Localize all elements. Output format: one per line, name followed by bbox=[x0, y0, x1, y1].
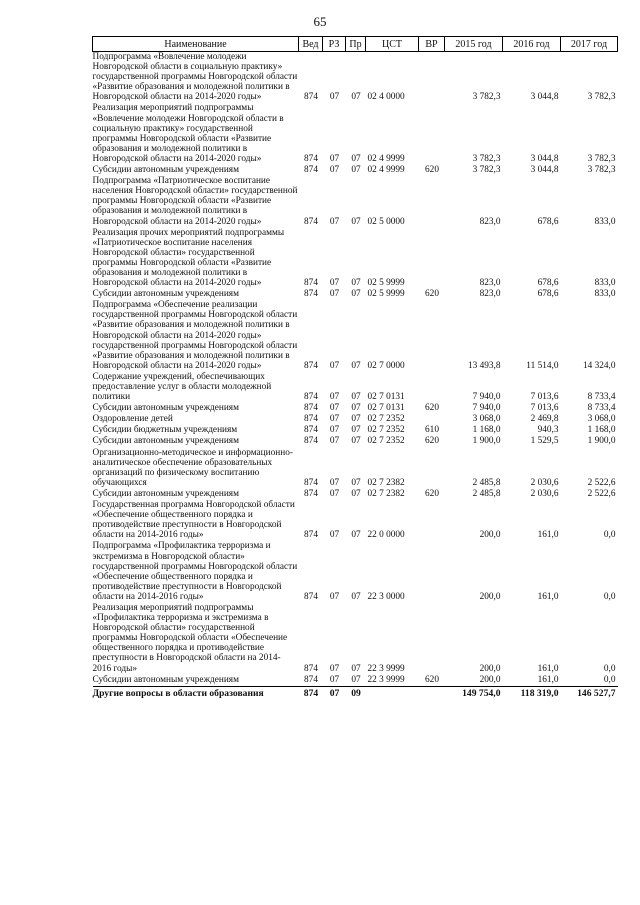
cell-rz: 07 bbox=[329, 530, 340, 541]
cell-name: Реализация мероприятий подпрограммы «Вовлечение молодежи Новгородской области в социальную практику» государственной программы Новгородской области «Развитие образования и молодежной политики в Новгородской области на 2014-2020 годы» bbox=[92, 103, 284, 164]
cell-2017: 833,0 bbox=[594, 216, 616, 227]
cell-pr: 07 bbox=[351, 591, 361, 602]
cell-2015: 149 754,0 bbox=[445, 686, 503, 700]
header-2015: 2015 год bbox=[445, 37, 503, 52]
cell-cst bbox=[366, 686, 419, 700]
cell-pr: 07 bbox=[351, 216, 361, 227]
header-vr: ВР bbox=[419, 37, 445, 52]
cell-2017: 3 782,3 bbox=[587, 92, 616, 103]
cell-cst: 02 5 9999 bbox=[367, 278, 405, 289]
table-row bbox=[93, 103, 618, 165]
cell-2017: 2 522,6 bbox=[587, 477, 616, 488]
cell-2017: 146 527,7 bbox=[561, 686, 618, 700]
cell-2017: 0,0 bbox=[603, 663, 616, 674]
cell-vr bbox=[419, 500, 445, 541]
cell-2017: 0,0 bbox=[603, 674, 616, 685]
cell-vr: 620 bbox=[425, 289, 439, 300]
header-cst: ЦСТ bbox=[366, 37, 419, 52]
cell-vr bbox=[419, 372, 445, 403]
table-row bbox=[93, 414, 618, 425]
cell-2016: 161,0 bbox=[537, 530, 559, 541]
cell-2016: 7 013,6 bbox=[530, 392, 559, 403]
page-number: 65 bbox=[313, 14, 327, 29]
cell-2017: 3 068,0 bbox=[587, 414, 616, 425]
cell-vr bbox=[419, 300, 445, 372]
cell-2015: 1 168,0 bbox=[472, 425, 501, 436]
cell-pr: 07 bbox=[351, 165, 361, 176]
cell-vr: 620 bbox=[425, 165, 439, 176]
cell-2016: 678,6 bbox=[537, 216, 559, 227]
header-rz: РЗ bbox=[323, 37, 346, 52]
table-row bbox=[93, 289, 618, 300]
cell-rz: 07 bbox=[329, 278, 340, 289]
cell-cst: 22 3 9999 bbox=[367, 674, 405, 685]
cell-rz: 07 bbox=[329, 436, 340, 447]
cell-name: Субсидии бюджетным учреждениям bbox=[92, 425, 238, 436]
cell-2015: 7 940,0 bbox=[472, 403, 501, 414]
cell-rz: 07 bbox=[329, 392, 340, 403]
cell-2015: 1 900,0 bbox=[472, 436, 501, 447]
cell-pr: 07 bbox=[351, 403, 361, 414]
cell-vr: 620 bbox=[425, 488, 439, 499]
cell-name: Субсидии автономным учреждениям bbox=[92, 289, 239, 300]
cell-rz: 07 bbox=[329, 360, 340, 371]
table-row bbox=[93, 52, 618, 104]
cell-name: Подпрограмма «Обеспечение реализации государственной программы Новгородской области «Развитие образования и молодежной политики в Новгородской области на 2014-2020 годы» государственной программы Новгородской области «Развитие образования и молодежной политики в Новгородской области на 2014-2020 годы» bbox=[92, 300, 298, 371]
cell-2015: 200,0 bbox=[479, 674, 501, 685]
cell-vr bbox=[419, 414, 445, 425]
cell-pr: 07 bbox=[351, 289, 361, 300]
cell-name: Другие вопросы в области образования bbox=[93, 686, 299, 700]
cell-name: Государственная программа Новгородской области «Обеспечение общественного порядка и противодействие преступности в Новгородской области на 2014-2016 годы» bbox=[92, 500, 295, 541]
cell-name: Оздоровление детей bbox=[92, 414, 173, 425]
cell-2017: 2 522,6 bbox=[587, 488, 616, 499]
header-2016: 2016 год bbox=[503, 37, 561, 52]
cell-name: Реализация мероприятий подпрограммы «Профилактика терроризма и экстремизма в Новгородской области» государственной программы Новгородской области «Обеспечение общественного порядка и противодействие преступности в Новгородской области на 2014-2016 годы» bbox=[92, 602, 288, 674]
cell-name: Субсидии автономным учреждениям bbox=[92, 165, 239, 176]
cell-rz: 07 bbox=[329, 403, 340, 414]
cell-2017: 14 324,0 bbox=[582, 360, 616, 371]
cell-vr: 620 bbox=[425, 436, 439, 447]
table-row bbox=[93, 675, 618, 687]
cell-cst: 02 7 2352 bbox=[367, 414, 405, 425]
cell-pr: 07 bbox=[351, 360, 361, 371]
cell-2015: 3 068,0 bbox=[472, 414, 501, 425]
cell-2017: 8 733,4 bbox=[587, 392, 616, 403]
cell-2016: 2 030,6 bbox=[530, 488, 559, 499]
cell-2016: 3 044,8 bbox=[530, 153, 559, 164]
cell-2016: 940,3 bbox=[537, 425, 559, 436]
cell-pr: 07 bbox=[351, 153, 361, 164]
cell-2017: 3 782,3 bbox=[587, 165, 616, 176]
cell-pr: 07 bbox=[351, 278, 361, 289]
cell-ved: 874 bbox=[304, 414, 318, 425]
cell-2015: 3 782,3 bbox=[472, 92, 501, 103]
cell-ved: 874 bbox=[299, 686, 323, 700]
cell-vr bbox=[419, 686, 445, 700]
cell-name: Подпрограмма «Патриотическое воспитание населения Новгородской области» государственной программы Новгородской области «Развитие образования и молодежной политики в Новгородской области на 2014-2020 годы» bbox=[92, 176, 298, 227]
cell-vr bbox=[419, 541, 445, 603]
cell-name: Подпрограмма «Профилактика терроризма и экстремизма в Новгородской области» государственной программы Новгородской области «Обеспечение общественного порядка и противодействие преступности в Новгородской области на 2014-2016 годы» bbox=[92, 541, 298, 602]
cell-2015: 7 940,0 bbox=[472, 392, 501, 403]
cell-cst: 22 3 9999 bbox=[367, 663, 405, 674]
cell-rz: 07 bbox=[329, 414, 340, 425]
cell-pr: 09 bbox=[346, 686, 366, 700]
cell-pr: 07 bbox=[351, 414, 361, 425]
cell-name: Субсидии автономным учреждениям bbox=[92, 674, 239, 685]
cell-rz: 07 bbox=[329, 92, 340, 103]
table-row bbox=[93, 403, 618, 414]
cell-ved: 874 bbox=[304, 153, 318, 164]
cell-name: Организационно-методическое и информационно-аналитическое обеспечение образовательных организаций по физическому воспитанию обучающихся bbox=[92, 447, 293, 488]
cell-2015: 2 485,8 bbox=[472, 477, 501, 488]
cell-name: Содержание учреждений, обеспечивающих предоставление услуг в области молодежной политики bbox=[92, 371, 272, 403]
table-row bbox=[93, 436, 618, 447]
cell-name: Подпрограмма «Вовлечение молодежи Новгородской области в социальную практику» государственной программы Новгородской области «Развитие образования и молодежной политики в Новгородской области на 2014-2020 годы» bbox=[92, 52, 298, 103]
cell-2017: 1 168,0 bbox=[587, 425, 616, 436]
cell-cst: 02 7 2382 bbox=[367, 477, 405, 488]
cell-name: Реализация прочих мероприятий подпрограммы «Патриотическое воспитание населения Новгородской области» государственной программы Новгородской области «Развитие образования и молодежной политики в Новгородской области на 2014-2020 годы» bbox=[92, 227, 285, 289]
cell-ved: 874 bbox=[304, 530, 318, 541]
table-row bbox=[93, 425, 618, 436]
cell-2017: 833,0 bbox=[594, 289, 616, 300]
cell-cst: 02 5 0000 bbox=[367, 216, 405, 227]
cell-cst: 02 7 0000 bbox=[367, 360, 405, 371]
cell-2016: 161,0 bbox=[537, 663, 559, 674]
table-row bbox=[93, 541, 618, 603]
cell-2015: 3 782,3 bbox=[472, 153, 501, 164]
table-header bbox=[93, 37, 618, 52]
cell-vr: 620 bbox=[425, 674, 439, 685]
cell-2016: 3 044,8 bbox=[530, 165, 559, 176]
cell-name: Субсидии автономным учреждениям bbox=[92, 403, 239, 414]
cell-name: Субсидии автономным учреждениям bbox=[92, 488, 239, 499]
cell-2016: 2 469,8 bbox=[530, 414, 559, 425]
cell-ved: 874 bbox=[304, 436, 318, 447]
table-row bbox=[93, 500, 618, 541]
cell-2016: 7 013,6 bbox=[530, 403, 559, 414]
cell-pr: 07 bbox=[351, 392, 361, 403]
cell-2017: 0,0 bbox=[603, 591, 616, 602]
cell-cst: 02 7 2352 bbox=[367, 436, 405, 447]
cell-2017: 1 900,0 bbox=[587, 436, 616, 447]
table-row bbox=[93, 165, 618, 176]
cell-cst: 22 3 0000 bbox=[367, 591, 405, 602]
cell-ved: 874 bbox=[304, 425, 318, 436]
cell-ved: 874 bbox=[304, 663, 318, 674]
cell-rz: 07 bbox=[329, 674, 340, 685]
table-body bbox=[93, 52, 618, 700]
cell-vr bbox=[419, 448, 445, 489]
cell-rz: 07 bbox=[329, 591, 340, 602]
table-row bbox=[93, 176, 618, 227]
header-ved: Вед bbox=[299, 37, 323, 52]
cell-ved: 874 bbox=[304, 92, 318, 103]
cell-2015: 200,0 bbox=[479, 591, 501, 602]
cell-vr bbox=[419, 228, 445, 290]
cell-ved: 874 bbox=[304, 403, 318, 414]
cell-cst: 02 4 9999 bbox=[367, 165, 405, 176]
cell-2016: 678,6 bbox=[537, 278, 559, 289]
table-row bbox=[93, 372, 618, 403]
cell-pr: 07 bbox=[351, 663, 361, 674]
cell-rz: 07 bbox=[329, 477, 340, 488]
cell-rz: 07 bbox=[329, 488, 340, 499]
cell-rz: 07 bbox=[329, 289, 340, 300]
cell-rz: 07 bbox=[329, 425, 340, 436]
cell-vr: 610 bbox=[425, 425, 439, 436]
cell-2015: 2 485,8 bbox=[472, 488, 501, 499]
header-2017: 2017 год bbox=[561, 37, 618, 52]
cell-2016: 2 030,6 bbox=[530, 477, 559, 488]
cell-pr: 07 bbox=[351, 488, 361, 499]
cell-2015: 823,0 bbox=[479, 216, 501, 227]
cell-pr: 07 bbox=[351, 530, 361, 541]
cell-2017: 833,0 bbox=[594, 278, 616, 289]
cell-2016: 3 044,8 bbox=[530, 92, 559, 103]
cell-ved: 874 bbox=[304, 278, 318, 289]
cell-vr bbox=[419, 103, 445, 165]
cell-ved: 874 bbox=[304, 360, 318, 371]
cell-ved: 874 bbox=[304, 392, 318, 403]
table-row bbox=[93, 448, 618, 489]
cell-cst: 02 7 2352 bbox=[367, 425, 405, 436]
cell-ved: 874 bbox=[304, 165, 318, 176]
cell-2015: 13 493,8 bbox=[467, 360, 501, 371]
cell-2016: 11 514,0 bbox=[526, 360, 559, 371]
cell-rz: 07 bbox=[329, 165, 340, 176]
cell-rz: 07 bbox=[329, 153, 340, 164]
cell-pr: 07 bbox=[351, 425, 361, 436]
cell-2017: 3 782,3 bbox=[587, 153, 616, 164]
header-pr: Пр bbox=[346, 37, 366, 52]
table-row bbox=[93, 300, 618, 372]
table-total-row bbox=[93, 686, 618, 700]
cell-2017: 0,0 bbox=[603, 530, 616, 541]
cell-ved: 874 bbox=[304, 591, 318, 602]
cell-vr bbox=[419, 603, 445, 675]
cell-rz: 07 bbox=[329, 216, 340, 227]
cell-ved: 874 bbox=[304, 488, 318, 499]
cell-ved: 874 bbox=[304, 674, 318, 685]
cell-vr bbox=[419, 52, 445, 104]
cell-2016: 118 319,0 bbox=[503, 686, 561, 700]
cell-name: Субсидии автономным учреждениям bbox=[92, 436, 239, 447]
cell-cst: 02 4 0000 bbox=[367, 92, 405, 103]
cell-cst: 02 5 9999 bbox=[367, 289, 405, 300]
cell-2015: 200,0 bbox=[479, 663, 501, 674]
table-row bbox=[93, 603, 618, 675]
cell-cst: 02 4 9999 bbox=[367, 153, 405, 164]
cell-ved: 874 bbox=[304, 477, 318, 488]
cell-2015: 823,0 bbox=[479, 289, 501, 300]
cell-cst: 22 0 0000 bbox=[367, 530, 405, 541]
cell-ved: 874 bbox=[304, 216, 318, 227]
cell-cst: 02 7 0131 bbox=[367, 403, 405, 414]
cell-cst: 02 7 0131 bbox=[367, 392, 405, 403]
cell-rz: 07 bbox=[323, 686, 346, 700]
cell-pr: 07 bbox=[351, 674, 361, 685]
cell-vr: 620 bbox=[425, 403, 439, 414]
table-row bbox=[93, 228, 618, 290]
cell-ved: 874 bbox=[304, 289, 318, 300]
budget-table bbox=[92, 36, 618, 700]
cell-pr: 07 bbox=[351, 92, 361, 103]
cell-2016: 1 529,5 bbox=[530, 436, 559, 447]
table-row bbox=[93, 489, 618, 500]
cell-2015: 823,0 bbox=[479, 278, 501, 289]
cell-2016: 678,6 bbox=[537, 289, 559, 300]
cell-pr: 07 bbox=[351, 477, 361, 488]
cell-2015: 200,0 bbox=[479, 530, 501, 541]
cell-rz: 07 bbox=[329, 663, 340, 674]
cell-cst: 02 7 2382 bbox=[367, 488, 405, 499]
cell-2016: 161,0 bbox=[537, 674, 559, 685]
cell-2017: 8 733,4 bbox=[587, 403, 616, 414]
header-name: Наименование bbox=[93, 37, 299, 52]
cell-pr: 07 bbox=[351, 436, 361, 447]
cell-2015: 3 782,3 bbox=[472, 165, 501, 176]
cell-vr bbox=[419, 176, 445, 227]
cell-2016: 161,0 bbox=[537, 591, 559, 602]
